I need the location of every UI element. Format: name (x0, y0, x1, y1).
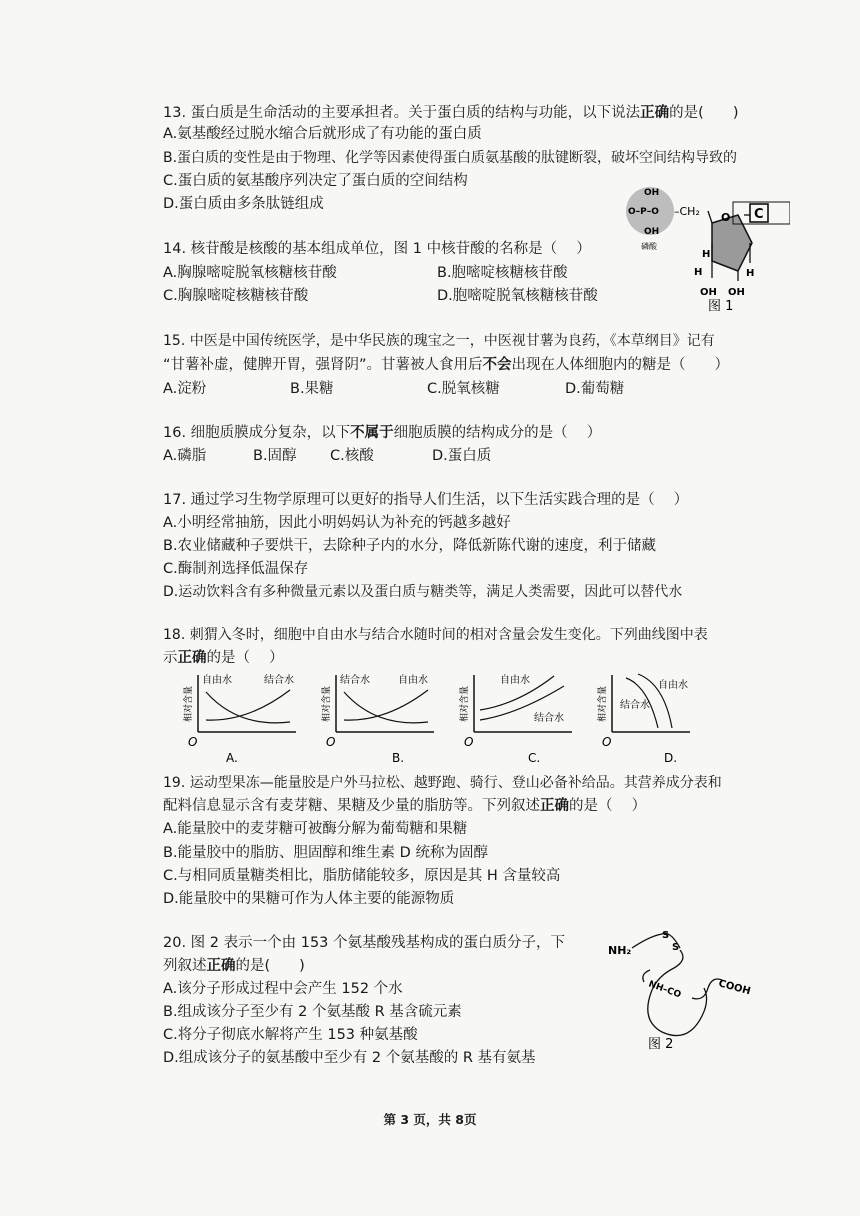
q13-option-a: A.氨基酸经过脱水缩合后就形成了有功能的蛋白质 (163, 126, 482, 142)
nh2-label: NH₂ (608, 944, 632, 957)
q14-option-c: C.胸腺嘧啶核糖核苷酸 (163, 288, 309, 304)
q18-chart-a (182, 673, 296, 765)
chart-d-ylabel: 相对含量 (598, 685, 608, 722)
q15-option-b: B.果糖 (290, 381, 334, 397)
chart-a-free-curve (206, 692, 290, 723)
sulfur-2: S (672, 942, 680, 953)
q17-stem: 17. 通过学习生物学原理可以更好的指导人们生活，以下生活实践合理的是（ ） (163, 492, 689, 508)
q16-stem-tail: 细胞质膜的结构成分的是（ ） (393, 425, 602, 441)
q13-option-d: D.蛋白质由多条肽链组成 (163, 196, 324, 212)
q13-option-b: B.蛋白质的变性是由于物理、化学等因素使得蛋白质氨基酸的肽键断裂，破坏空间结构导致的 (163, 150, 738, 166)
q18-line2-tail: 的是（ ） (206, 650, 284, 666)
q14-stem: 14. 核苷酸是核酸的基本组成单位，图 1 中核苷酸的名称是（ ） (163, 241, 591, 257)
q20-option-d: D.组成该分子的氨基酸中至少有 2 个氨基酸的 R 基有氨基 (163, 1050, 536, 1066)
q18-chart-c (458, 673, 572, 765)
q19-option-a: A.能量胶中的麦芽糖可被酶分解为葡萄糖和果糖 (163, 821, 468, 837)
chart-c-ylabel: 相对含量 (460, 685, 470, 722)
figure-1-nucleotide (620, 183, 790, 318)
chart-a-bound-water: 结合水 (264, 675, 294, 686)
page-footer: 第 3 页，共 8页 (383, 1112, 477, 1127)
q17-option-d: D.运动饮料含有多种微量元素以及蛋白质与糖类等，满足人类需要，因此可以替代水 (163, 584, 683, 600)
h-right: H (746, 268, 755, 279)
chart-b-caption: B. (392, 751, 405, 765)
q15-stem-line2 (163, 356, 729, 374)
chart-b-free-water: 自由水 (398, 675, 428, 686)
figure-2-caption: 图 2 (648, 1037, 674, 1052)
q15-stem-line1: 15. 中医是中国传统医学，是中华民族的瑰宝之一，中医视甘薯为良药，《本草纲目》记有 (163, 333, 715, 349)
chart-b-ylabel: 相对含量 (322, 685, 332, 722)
sulfur-1: S (662, 930, 670, 941)
chart-a-origin: O (188, 735, 198, 749)
base-letter: C (754, 207, 764, 222)
q18-chart-row (178, 670, 698, 770)
q19-option-b: B.能量胶中的脂肪、胆固醇和维生素 D 统称为固醇 (163, 845, 488, 861)
chart-a-free-water: 自由水 (202, 675, 232, 686)
chart-b-bound-water: 结合水 (340, 675, 370, 686)
chain-segment-1 (632, 934, 662, 948)
q19-option-d: D.能量胶中的果糖可作为人体主要的能源物质 (163, 891, 455, 907)
q16-stem (163, 424, 601, 442)
q13-stem (163, 104, 739, 122)
figure-1-caption: 图 1 (708, 299, 734, 314)
q14-option-d: D.胞嘧啶脱氧核糖核苷酸 (437, 288, 598, 304)
phosphate-core: O–P–O (628, 207, 659, 217)
q15-option-a: A.淀粉 (163, 381, 207, 397)
q15-line2-tail: 出现在人体细胞内的糖是（ ） (511, 357, 730, 373)
pentose-ring (712, 215, 752, 271)
q17-option-a: A.小明经常抽筋，因此小明妈妈认为补充的钙越多越好 (163, 515, 511, 531)
q16-option-d: D.蛋白质 (432, 448, 492, 464)
chart-d-caption: D. (664, 751, 678, 765)
q19-emphasis: 正确 (540, 798, 569, 814)
q18-chart-d (596, 674, 690, 765)
chain-segment-2 (643, 970, 650, 982)
h-left-bottom: H (694, 267, 703, 278)
q18-line2-text: 示 (163, 650, 178, 666)
chart-a-caption: A. (226, 751, 238, 765)
q13-stem-tail: 的是( ) (669, 105, 739, 121)
chart-b-bound-curve (344, 692, 428, 723)
q16-option-c: C.核酸 (330, 448, 374, 464)
q20-stem-line1: 20. 图 2 表示一个由 153 个氨基酸残基构成的蛋白质分子，下 (163, 935, 566, 951)
q19-option-c: C.与相同质量糖类相比，脂肪储能较多，原因是其 H 含量较高 (163, 868, 561, 884)
q20-option-a: A.该分子形成过程中会产生 152 个水 (163, 981, 403, 997)
oh-left: OH (700, 287, 717, 298)
q17-option-c: C.酶制剂选择低温保存 (163, 561, 309, 577)
chart-d-bound-water: 结合水 (620, 700, 650, 711)
q16-emphasis: 不属于 (350, 425, 394, 441)
q19-line2-tail: 的是（ ） (569, 798, 647, 814)
peptide-bond-label: NH–CO (646, 979, 683, 1001)
chart-b-free-curve (344, 690, 428, 720)
phosphate-label: 磷酸 (641, 242, 657, 251)
oh-right: OH (728, 287, 745, 298)
q20-emphasis: 正确 (206, 958, 236, 974)
q15-option-c: C.脱氧核糖 (427, 381, 500, 397)
q18-stem-line1: 18. 刺猬入冬时，细胞中自由水与结合水随时间的相对含量会发生变化。下列曲线图中表 (163, 627, 708, 643)
chart-d-free-water: 自由水 (658, 680, 688, 691)
figure-2-protein (600, 920, 780, 1060)
q18-chart-b (320, 673, 434, 765)
q19-stem-line2 (163, 797, 646, 815)
q19-stem-line1: 19. 运动型果冻—能量胶是户外马拉松、越野跑、骑行、登山必备补给品。其营养成分表和 (163, 775, 722, 791)
q13-stem-text: 13. 蛋白质是生命活动的主要承担者。关于蛋白质的结构与功能，以下说法 (163, 105, 641, 121)
q13-stem-emphasis: 正确 (640, 105, 670, 121)
chart-c-origin: O (464, 735, 474, 749)
q20-option-c: C.将分子彻底水解将产生 153 种氨基酸 (163, 1027, 418, 1043)
chart-d-origin: O (602, 735, 612, 749)
q17-option-b: B.农业储藏种子要烘干，去除种子内的水分，降低新陈代谢的速度，利于储藏 (163, 538, 657, 554)
chart-a-ylabel: 相对含量 (184, 685, 194, 722)
chart-c-free-water: 自由水 (500, 675, 530, 686)
phosphate-oh-top: OH (644, 188, 660, 198)
q16-option-a: A.磷脂 (163, 448, 207, 464)
q15-option-d: D.葡萄糖 (565, 381, 625, 397)
chart-b-origin: O (326, 735, 336, 749)
phosphate-oh-bottom: OH (644, 227, 660, 237)
q18-emphasis: 正确 (177, 650, 207, 666)
q15-line2-text: “甘薯补虚，健脾开胃，强肾阴”。甘薯被人食用后 (163, 357, 483, 373)
chart-c-bound-water: 结合水 (534, 713, 564, 724)
q15-emphasis: 不会 (482, 357, 512, 373)
h-left-top: H (702, 249, 711, 260)
chart-c-caption: C. (528, 751, 541, 765)
q14-option-b: B.胞嘧啶核糖核苷酸 (437, 265, 568, 281)
q16-stem-text: 16. 细胞质膜成分复杂，以下 (163, 425, 351, 441)
q20-line2-tail: 的是( ) (235, 958, 305, 974)
ch2-bond (708, 211, 712, 223)
q20-option-b: B.组成该分子至少有 2 个氨基酸 R 基含硫元素 (163, 1004, 462, 1020)
q18-stem-line2 (163, 649, 284, 667)
q20-line2-text: 列叙述 (163, 958, 207, 974)
ring-oxygen: O (721, 211, 731, 224)
q16-option-b: B.固醇 (253, 448, 297, 464)
q19-line2-text: 配料信息显示含有麦芽糖、果糖及少量的脂肪等。下列叙述 (163, 798, 540, 814)
ch2-label: –CH₂ (674, 205, 700, 218)
q14-option-a: A.胸腺嘧啶脱氧核糖核苷酸 (163, 265, 337, 281)
q13-option-c: C.蛋白质的氨基酸序列决定了蛋白质的空间结构 (163, 173, 468, 189)
cooh-label: COOH (717, 978, 752, 998)
chart-a-bound-curve (206, 690, 290, 720)
q20-stem-line2 (163, 957, 305, 975)
